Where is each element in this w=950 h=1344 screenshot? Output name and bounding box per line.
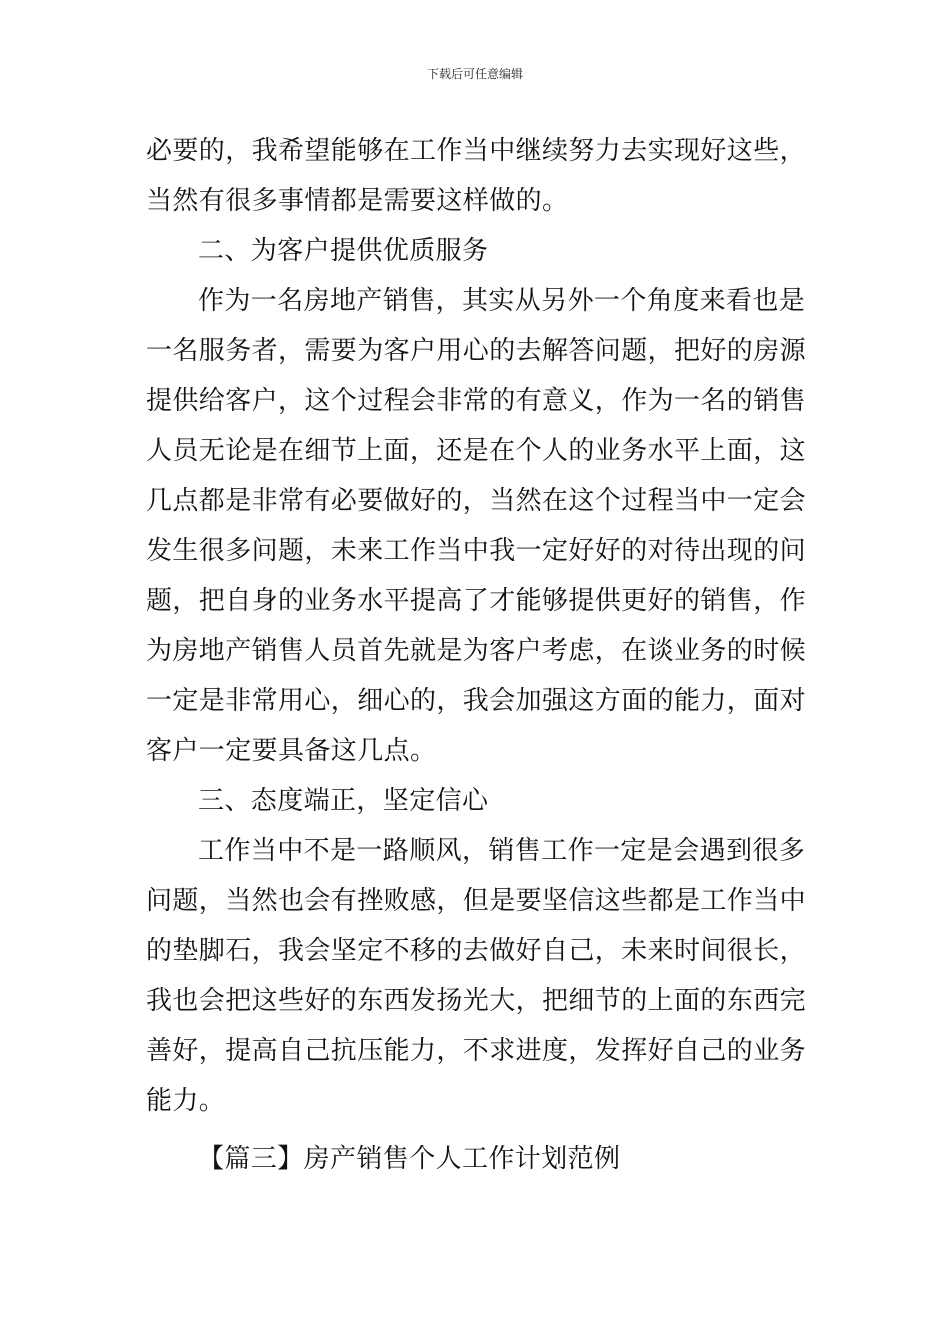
body-line: 人员无论是在细节上面，还是在个人的业务水平上面，这 [146,436,807,466]
body-line: 客户一定要具备这几点。 [146,736,437,766]
body-line: 能力。 [146,1086,226,1116]
document-body [146,126,806,1184]
header-note: 下载后可任意编辑 [426,67,523,81]
body-line: 善好，提高自己抗压能力，不求进度，发挥好自己的业务 [146,1036,807,1066]
body-line: 问题，当然也会有挫败感，但是要坚信这些都是工作当中 [146,886,807,916]
section-heading: 三、态度端正，坚定信心 [198,786,489,816]
body-line: 一定是非常用心，细心的，我会加强这方面的能力，面对 [146,686,807,716]
body-line: 必要的，我希望能够在工作当中继续努力去实现好这些， [146,136,807,166]
section-heading: 二、为客户提供优质服务 [198,236,489,266]
body-line: 我也会把这些好的东西发扬光大，把细节的上面的东西完 [146,986,807,1016]
body-line: 为房地产销售人员首先就是为客户考虑，在谈业务的时候 [146,636,807,666]
body-line: 提供给客户，这个过程会非常的有意义，作为一名的销售 [146,386,807,416]
body-line: 几点都是非常有必要做好的，当然在这个过程当中一定会 [146,486,807,516]
body-line: 的垫脚石，我会坚定不移的去做好自己，未来时间很长， [146,936,807,966]
body-line: 当然有很多事情都是需要这样做的。 [146,186,569,216]
body-line: 一名服务者，需要为客户用心的去解答问题，把好的房源 [146,336,807,366]
body-line: 作为一名房地产销售，其实从另外一个角度来看也是 [198,286,806,316]
body-line: 题，把自身的业务水平提高了才能够提供更好的销售，作 [146,586,807,616]
body-line: 发生很多问题，未来工作当中我一定好好的对待出现的问 [146,536,807,566]
article-title: 【篇三】房产销售个人工作计划范例 [198,1144,621,1174]
body-line: 工作当中不是一路顺风，销售工作一定是会遇到很多 [198,836,806,866]
